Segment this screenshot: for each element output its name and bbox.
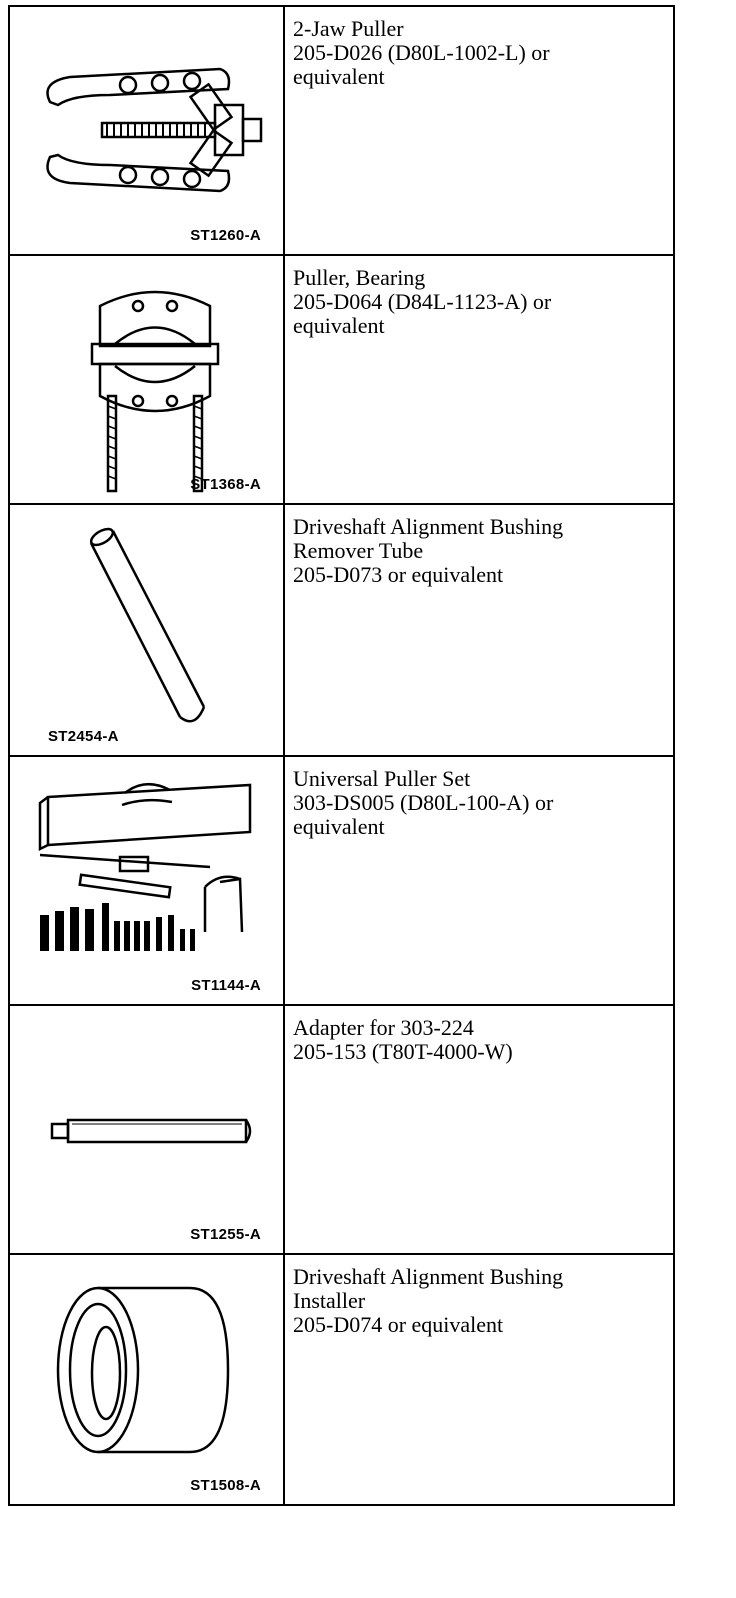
tool-part-number: 205-D074 or equivalent xyxy=(293,1312,504,1337)
tool-row xyxy=(9,504,674,756)
tool-part-number: 205-D064 (D84L-1123-A) or xyxy=(293,289,552,314)
figure-code: ST1255-A xyxy=(190,1226,261,1243)
tool-illustration-cell xyxy=(9,756,284,1005)
tool-name: 2-Jaw Puller xyxy=(293,16,404,41)
two-jaw-puller-icon xyxy=(10,7,285,256)
figure-code: ST1144-A xyxy=(191,977,261,994)
tool-description-cell xyxy=(284,255,674,504)
figure-code: ST1368-A xyxy=(190,476,261,493)
bushing-installer-icon xyxy=(10,1255,285,1506)
tool-equivalent: equivalent xyxy=(293,814,385,839)
figure-code: ST2454-A xyxy=(48,728,119,745)
universal-puller-set-icon xyxy=(10,757,285,1006)
figure-code: ST1260-A xyxy=(190,227,261,244)
tool-name: Puller, Bearing xyxy=(293,265,426,290)
adapter-rod-icon xyxy=(10,1006,285,1255)
tool-illustration-cell xyxy=(9,1254,284,1505)
tool-description-cell xyxy=(284,504,674,756)
tool-part-number: 303-DS005 (D80L-100-A) or xyxy=(293,790,554,815)
tool-name: Universal Puller Set xyxy=(293,766,471,791)
tool-part-number: 205-D026 (D80L-1002-L) or xyxy=(293,40,550,65)
figure-code: ST1508-A xyxy=(190,1477,261,1494)
tool-row xyxy=(9,756,674,1005)
tool-illustration-cell xyxy=(9,255,284,504)
tool-equivalent: equivalent xyxy=(293,64,385,89)
special-tools-table xyxy=(8,5,675,1506)
tool-name: Driveshaft Alignment Bushing xyxy=(293,514,564,539)
tool-description-cell xyxy=(284,1254,674,1505)
tool-equivalent: equivalent xyxy=(293,313,385,338)
tool-name-cont: Installer xyxy=(293,1288,366,1313)
bearing-puller-icon xyxy=(10,256,285,505)
tool-illustration-cell xyxy=(9,1005,284,1254)
tool-row xyxy=(9,1254,674,1505)
tool-illustration-cell xyxy=(9,6,284,255)
tool-name: Adapter for 303-224 xyxy=(293,1015,474,1040)
tool-description-cell xyxy=(284,1005,674,1254)
remover-tube-icon xyxy=(10,505,285,757)
tool-description-cell xyxy=(284,756,674,1005)
tool-row xyxy=(9,1005,674,1254)
tool-row xyxy=(9,6,674,255)
tool-description-cell xyxy=(284,6,674,255)
tool-row xyxy=(9,255,674,504)
tool-part-number: 205-D073 or equivalent xyxy=(293,562,504,587)
tool-name: Driveshaft Alignment Bushing xyxy=(293,1264,564,1289)
tool-part-number: 205-153 (T80T-4000-W) xyxy=(293,1039,513,1064)
tool-name-cont: Remover Tube xyxy=(293,538,424,563)
tool-illustration-cell xyxy=(9,504,284,756)
